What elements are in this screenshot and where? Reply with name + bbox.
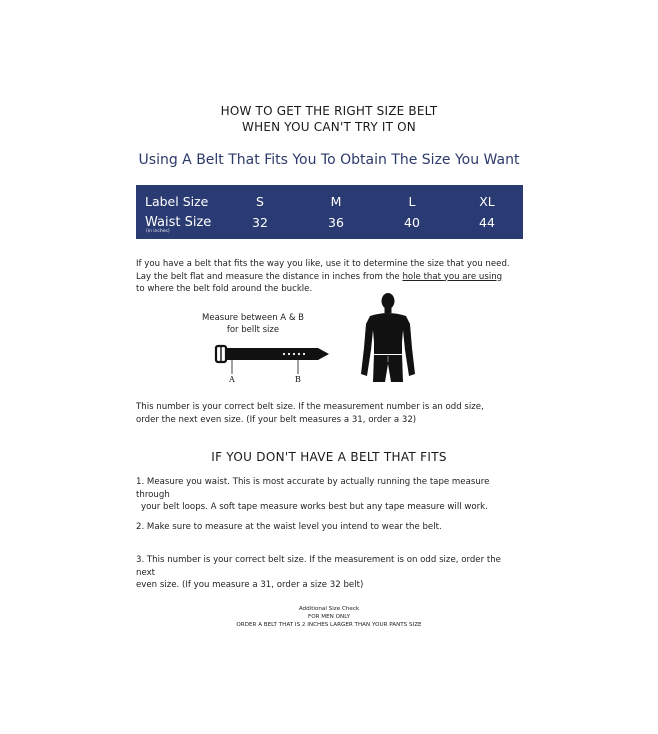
page-title-line-2: WHEN YOU CAN'T TRY IT ON <box>242 120 416 134</box>
size-table <box>136 185 523 239</box>
intro-paragraph <box>136 258 536 296</box>
belt-diagram <box>212 338 336 386</box>
footer-line-2: FOR MEN ONLY <box>308 614 350 620</box>
size-table-row-label: Waist Size <box>145 215 212 230</box>
step-3 <box>136 554 516 592</box>
intro-line-3: to where the belt fold around the buckle. <box>136 284 313 294</box>
size-m: M <box>330 194 342 209</box>
belt-caption-line-1: Measure between A & B <box>202 313 304 323</box>
footer-line-3: ORDER A BELT THAT IS 2 INCHES LARGER THAN YOUR PANTS SIZE <box>236 622 422 628</box>
step-1 <box>136 476 516 514</box>
footer-line-1: Additional Size Check <box>298 606 360 612</box>
page-subtitle: Using A Belt That Fits You To Obtain The Size You Want <box>138 152 520 168</box>
belt-caption-line-2: for bellt size <box>226 325 280 335</box>
result-note <box>136 401 536 426</box>
intro-line-2 <box>136 271 536 284</box>
waist-xl: 44 <box>479 215 495 230</box>
size-xl: XL <box>479 194 495 209</box>
marker-b-label: B <box>295 375 301 384</box>
step-3-line-1: 3. This number is your correct belt size. If the measurement is on odd size, order the next <box>136 555 501 578</box>
size-table-unit-note: (in inches) <box>146 229 170 234</box>
waist-m: 36 <box>328 215 344 230</box>
step-3-line-2: even size. (If you measure a 31, order a size 32 belt) <box>136 580 364 590</box>
result-note-line-2: order the next even size. (If your belt measures a 31, order a 32) <box>136 414 417 425</box>
waist-s: 32 <box>252 215 268 230</box>
size-s: S <box>256 194 264 209</box>
intro-line-1: If you have a belt that fits the way you like, use it to determine the size that you need. <box>136 259 510 269</box>
size-table-header-label: Label Size <box>145 194 209 209</box>
belt-strap <box>226 348 329 360</box>
size-l: L <box>408 194 416 209</box>
section-heading: IF YOU DON'T HAVE A BELT THAT FITS <box>211 450 447 464</box>
page-title-line-1: HOW TO GET THE RIGHT SIZE BELT <box>220 104 438 118</box>
intro-line-2-text: Lay the belt flat and measure the distance in inches from the <box>136 271 403 282</box>
waist-l: 40 <box>404 215 420 230</box>
step-1-line-2: your belt loops. A soft tape measure works best but any tape measure will work. <box>141 502 488 512</box>
step-1-line-1: 1. Measure you waist. This is most accurate by actually running the tape measure through <box>136 477 490 500</box>
belt-buckle-icon <box>216 346 226 362</box>
result-note-line-1: This number is your correct belt size. If the measurement number is an odd size, <box>136 402 484 412</box>
man-silhouette-icon <box>358 290 418 390</box>
intro-underlined-phrase: hole that you are using <box>402 271 503 282</box>
step-2: 2. Make sure to measure at the waist level you intend to wear the belt. <box>136 522 442 532</box>
marker-a-label: A <box>229 375 235 384</box>
